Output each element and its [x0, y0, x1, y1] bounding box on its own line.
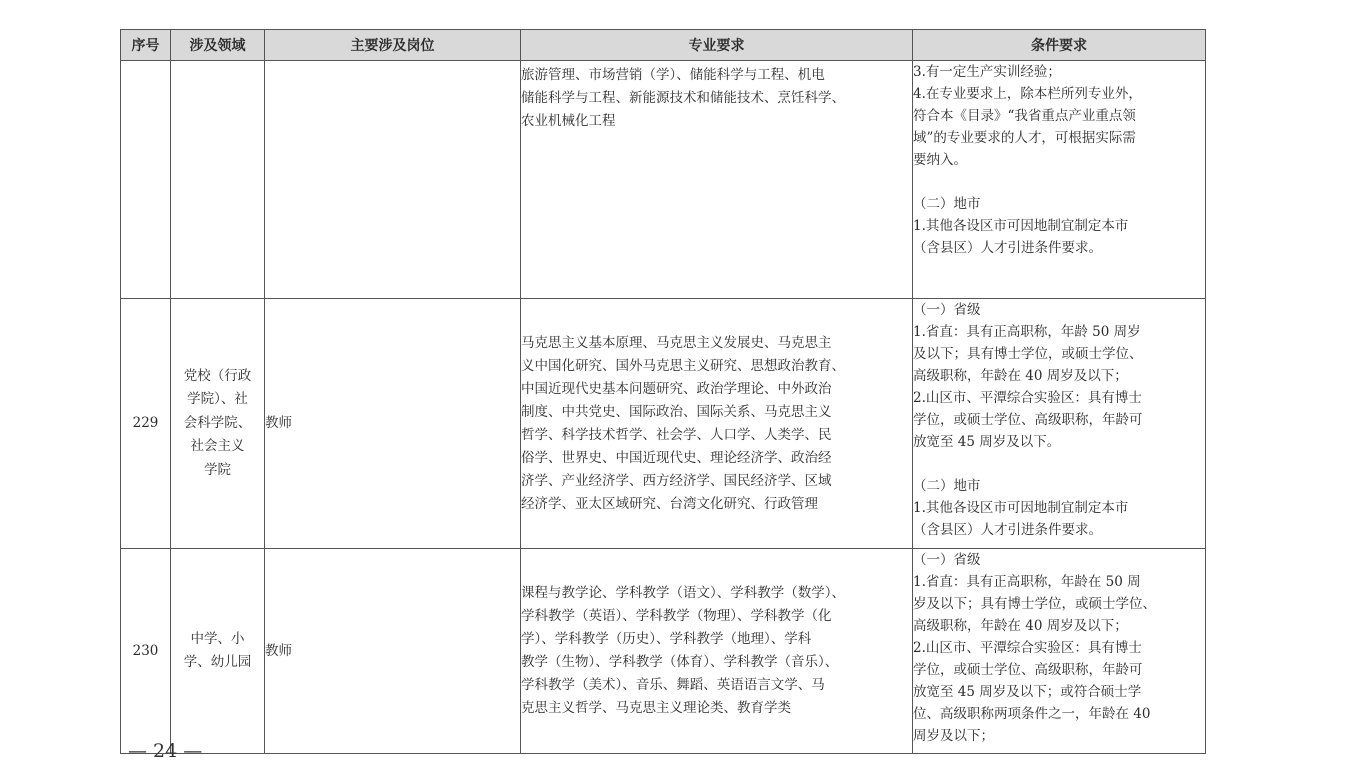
text-line: 经济学、亚太区域研究、台湾文化研究、行政管理 — [521, 495, 818, 512]
text-line: （一）省级 — [913, 302, 981, 318]
text-line: 学）、学科教学（历史）、学科教学（地理）、学科 — [521, 631, 812, 647]
text-line: 学位，或硕士学位、高级职称，年龄可 — [913, 412, 1143, 428]
text-line — [913, 453, 1205, 475]
text-line: 学院 — [204, 461, 231, 478]
text-line: 域”的专业要求的人才，可根据实际需 — [913, 130, 1136, 146]
text-line: 党校（行政 — [183, 367, 252, 384]
text-line: 2.山区市、平潭综合实验区：具有博士 — [913, 390, 1142, 406]
cell-posts — [265, 61, 521, 299]
text-line: 放宽至 45 周岁及以下。 — [913, 434, 1061, 450]
text-line: 1.省直：具有正高职称，年龄 50 周岁 — [913, 324, 1141, 340]
header-domain: 涉及领域 — [171, 30, 265, 61]
header-major: 专业要求 — [521, 30, 913, 61]
cell-domain — [171, 61, 265, 299]
text-line: 学位，或硕士学位、高级职称，年龄可 — [913, 662, 1143, 678]
text-line: 学、幼儿园 — [183, 654, 252, 670]
cell-conditions — [913, 549, 1206, 754]
text-line: 高级职称，年龄在 40 周岁及以下； — [913, 618, 1128, 634]
text-line: 马克思主义基本原理、马克思主义发展史、马克思主 — [521, 334, 832, 351]
text-line: 哲学、科学技术哲学、社会学、人口学、人类学、民 — [521, 426, 832, 443]
header-posts: 主要涉及岗位 — [265, 30, 521, 61]
text-line: 会科学院、 — [183, 414, 252, 431]
cell-conditions — [913, 299, 1206, 549]
page-number: — 24 — — [128, 740, 203, 762]
cell-domain — [171, 549, 265, 754]
text-line: 学院）、社 — [187, 391, 248, 408]
text-line: （含县区）人才引进条件要求。 — [913, 240, 1102, 256]
text-line: 中国近现代史基本问题研究、政治学理论、中外政治 — [521, 380, 832, 397]
text-line: 义中国化研究、国外马克思主义研究、思想政治教育、 — [521, 357, 845, 374]
text-line: 克思主义哲学、马克思主义理论类、教育学类 — [521, 700, 791, 716]
text-line: 2.山区市、平潭综合实验区：具有博士 — [913, 640, 1142, 656]
text-line: 放宽至 45 周岁及以下；或符合硕士学 — [913, 684, 1142, 700]
text-line: 教学（生物）、学科教学（体育）、学科教学（音乐）、 — [521, 654, 839, 670]
text-line: 制度、中共党史、国际政治、国际关系、马克思主义 — [521, 403, 832, 420]
text-line: 及以下；具有博士学位，或硕士学位、 — [913, 346, 1143, 362]
text-line: 学科教学（美术）、音乐、舞蹈、英语语言文学、马 — [521, 677, 825, 693]
text-line: （一）省级 — [913, 552, 981, 568]
text-line: 储能科学与工程、新能源技术和储能技术、烹饪科学、 — [521, 90, 845, 106]
cell-major — [521, 549, 913, 754]
text-line: （二）地市 — [913, 478, 981, 494]
table-row — [121, 61, 1206, 299]
text-line: 要纳入。 — [913, 152, 967, 168]
text-line: 俗学、世界史、中国近现代史、理论经济学、政治经 — [521, 449, 832, 466]
text-line: 学科教学（英语）、学科教学（物理）、学科教学（化 — [521, 608, 832, 624]
header-seq: 序号 — [121, 30, 171, 61]
text-line: 中学、小 — [190, 630, 245, 647]
text-line: 1.其他各设区市可因地制宜制定本市 — [913, 500, 1129, 516]
text-line: 济学、产业经济学、西方经济学、国民经济学、区域 — [521, 472, 832, 489]
text-line: 1.省直：具有正高职称，年龄在 50 周 — [913, 574, 1141, 590]
text-line: 4.在专业要求上，除本栏所列专业外， — [913, 86, 1142, 102]
text-line: 3.有一定生产实训经验； — [913, 64, 1061, 80]
cell-posts: 教师 — [265, 299, 521, 549]
requirements-table — [120, 29, 1206, 754]
text-line: 农业机械化工程 — [521, 113, 616, 129]
text-line: 岁及以下；具有博士学位，或硕士学位、 — [913, 596, 1156, 612]
cell-domain — [171, 299, 265, 549]
header-conditions: 条件要求 — [913, 30, 1206, 61]
cell-seq: 229 — [121, 299, 171, 549]
cell-posts: 教师 — [265, 549, 521, 754]
cell-major — [521, 61, 913, 299]
table-header-row — [121, 30, 1206, 61]
text-line: （二）地市 — [913, 196, 981, 212]
text-line — [913, 171, 1205, 193]
text-line: 周岁及以下； — [913, 728, 994, 744]
text-line: 高级职称，年龄在 40 周岁及以下； — [913, 368, 1128, 384]
cell-seq: 230 — [121, 549, 171, 754]
text-line: 符合本《目录》“我省重点产业重点领 — [913, 108, 1136, 124]
text-line: 位、高级职称两项条件之一，年龄在 40 — [913, 706, 1151, 722]
table-row — [121, 549, 1206, 754]
cell-conditions — [913, 61, 1206, 299]
text-line: 社会主义 — [190, 438, 245, 455]
table-row — [121, 299, 1206, 549]
text-line: 旅游管理、市场营销（学）、储能科学与工程、机电 — [521, 67, 825, 83]
text-line: （含县区）人才引进条件要求。 — [913, 522, 1102, 538]
text-line: 课程与教学论、学科教学（语文）、学科教学（数学）、 — [521, 585, 845, 601]
cell-major — [521, 299, 913, 549]
cell-seq — [121, 61, 171, 299]
text-line: 1.其他各设区市可因地制宜制定本市 — [913, 218, 1129, 234]
